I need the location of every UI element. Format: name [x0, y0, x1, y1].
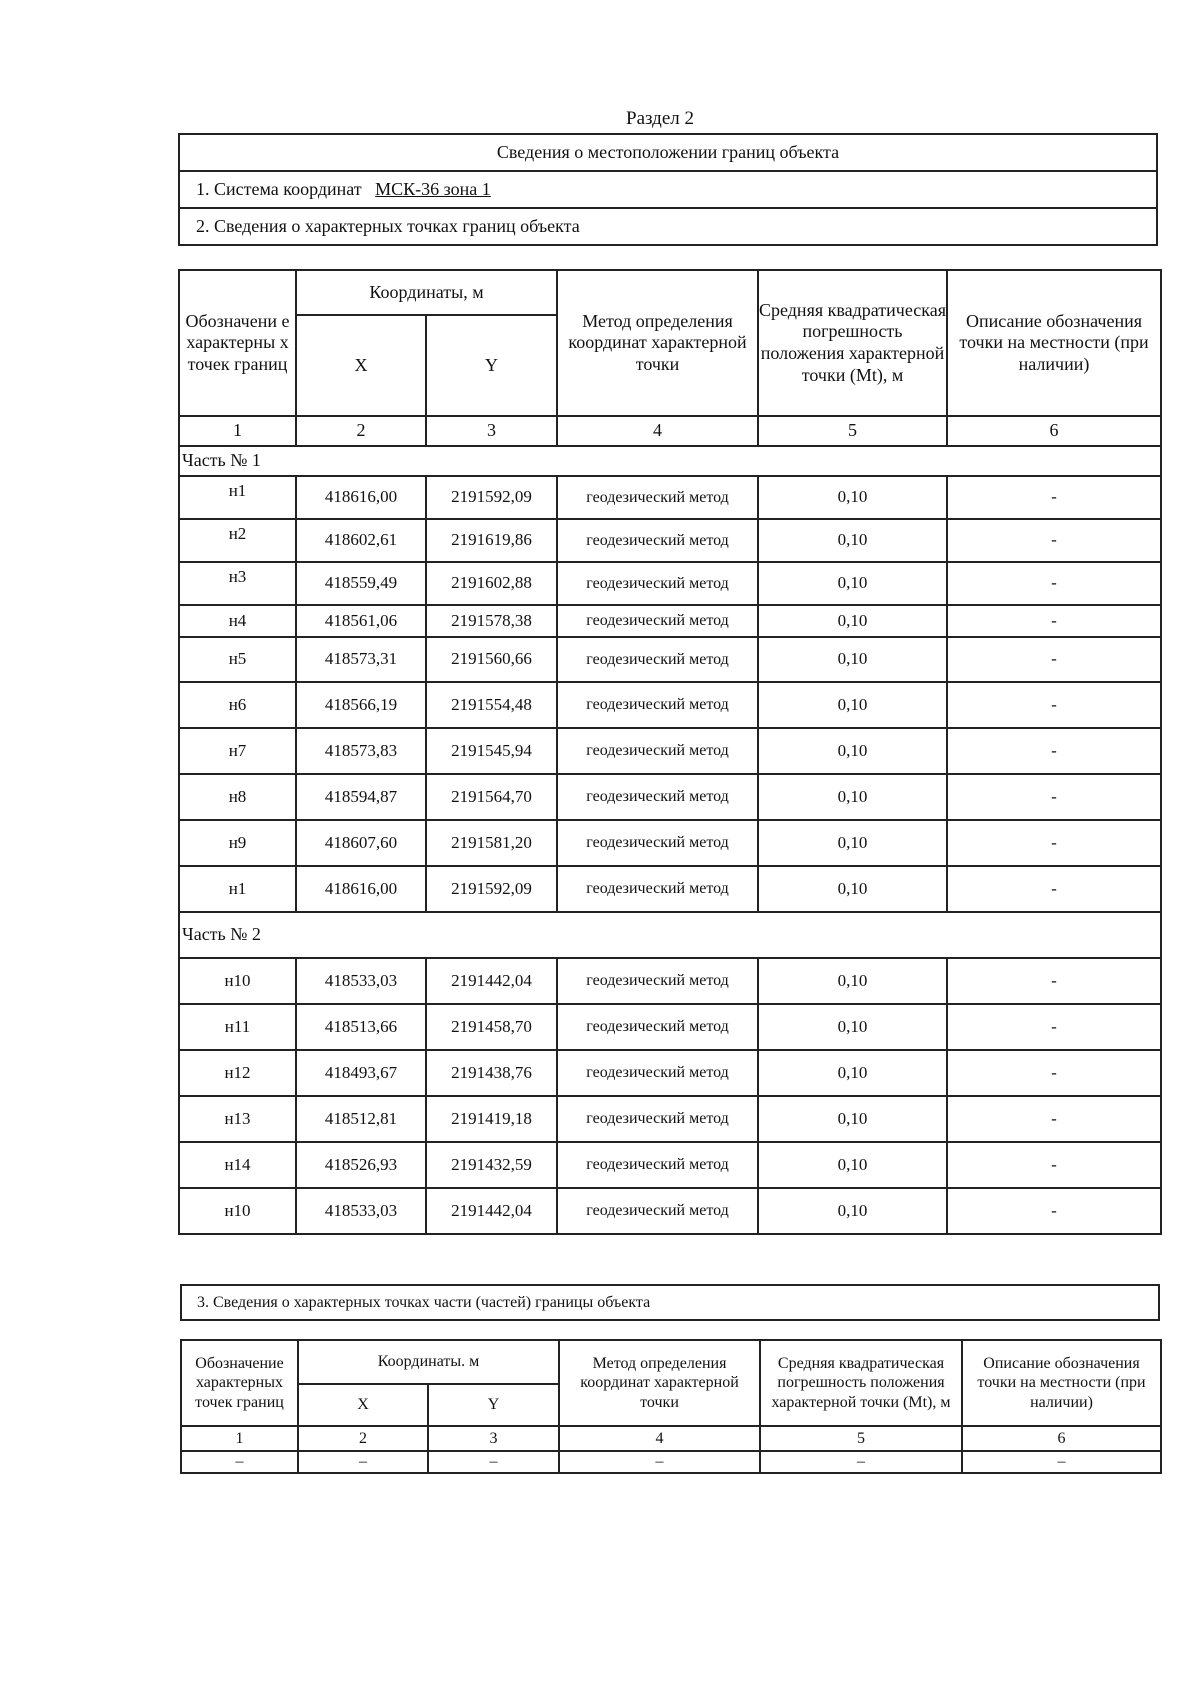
point-description: -: [947, 820, 1161, 866]
point-name: н4: [179, 605, 296, 637]
empty-cell: –: [298, 1451, 428, 1473]
col-point-header: Обозначени е характерны х точек границ: [179, 270, 296, 416]
y-coordinate: 2191564,70: [426, 774, 557, 820]
table-row: [179, 958, 1161, 1004]
coordinate-system-row: [179, 171, 1157, 208]
x-coordinate: 418573,31: [296, 637, 426, 682]
x-coordinate: 418607,60: [296, 820, 426, 866]
table-row: [179, 1142, 1161, 1188]
x-coordinate: 418512,81: [296, 1096, 426, 1142]
mean-square-error: 0,10: [758, 637, 947, 682]
point-description: -: [947, 1142, 1161, 1188]
col-coords-header: Координаты. м: [298, 1340, 559, 1384]
table-row: [179, 637, 1161, 682]
point-description: -: [947, 728, 1161, 774]
col-x-header: X: [298, 1384, 428, 1426]
col-method-header: Метод определения координат характерной точки: [559, 1340, 760, 1426]
mean-square-error: 0,10: [758, 1050, 947, 1096]
col-number: 2: [298, 1426, 428, 1451]
point-name: н3: [179, 562, 296, 605]
x-coordinate: 418533,03: [296, 1188, 426, 1234]
table-row: [179, 682, 1161, 728]
y-coordinate: 2191458,70: [426, 1004, 557, 1050]
point-description: -: [947, 605, 1161, 637]
mean-square-error: 0,10: [758, 820, 947, 866]
point-name: н2: [179, 519, 296, 562]
col-y-header: Y: [428, 1384, 559, 1426]
point-name: н8: [179, 774, 296, 820]
y-coordinate: 2191560,66: [426, 637, 557, 682]
col-number: 1: [181, 1426, 298, 1451]
point-description: -: [947, 1188, 1161, 1234]
mean-square-error: 0,10: [758, 519, 947, 562]
method: геодезический метод: [557, 476, 758, 519]
empty-cell: –: [962, 1451, 1161, 1473]
col-number: 3: [426, 416, 557, 446]
point-name: н14: [179, 1142, 296, 1188]
point-description: -: [947, 958, 1161, 1004]
mean-square-error: 0,10: [758, 1096, 947, 1142]
point-name: н5: [179, 637, 296, 682]
point-name: н10: [179, 1188, 296, 1234]
point-name: н10: [179, 958, 296, 1004]
x-coordinate: 418513,66: [296, 1004, 426, 1050]
point-name: н7: [179, 728, 296, 774]
col-coords-header: Координаты, м: [296, 270, 557, 315]
method: геодезический метод: [557, 682, 758, 728]
col-x-header: X: [296, 315, 426, 416]
part-boundary-points-table: [180, 1339, 1162, 1474]
y-coordinate: 2191419,18: [426, 1096, 557, 1142]
y-coordinate: 2191578,38: [426, 605, 557, 637]
mean-square-error: 0,10: [758, 728, 947, 774]
point-name: н9: [179, 820, 296, 866]
x-coordinate: 418573,83: [296, 728, 426, 774]
col-number: 4: [559, 1426, 760, 1451]
empty-cell: –: [181, 1451, 298, 1473]
table-row: [179, 1188, 1161, 1234]
x-coordinate: 418493,67: [296, 1050, 426, 1096]
part-boundary-section: [180, 1284, 1160, 1321]
col-point-header: Обозначение характерных точек границ: [181, 1340, 298, 1426]
col-desc-header: Описание обозначения точки на местности (при наличии): [962, 1340, 1161, 1426]
col-number: 6: [947, 416, 1161, 446]
col-error-header: Средняя квадратическая погрешность положения характерной точки (Mt), м: [760, 1340, 962, 1426]
mean-square-error: 0,10: [758, 1004, 947, 1050]
point-description: -: [947, 774, 1161, 820]
col-desc-header: Описание обозначения точки на местности (при наличии): [947, 270, 1161, 416]
point-description: -: [947, 682, 1161, 728]
method: геодезический метод: [557, 820, 758, 866]
table-row: [179, 774, 1161, 820]
method: геодезический метод: [557, 637, 758, 682]
mean-square-error: 0,10: [758, 958, 947, 1004]
method: геодезический метод: [557, 1142, 758, 1188]
method: геодезический метод: [557, 1050, 758, 1096]
table-row: [179, 866, 1161, 912]
col-number: 2: [296, 416, 426, 446]
mean-square-error: 0,10: [758, 866, 947, 912]
method: геодезический метод: [557, 1096, 758, 1142]
mean-square-error: 0,10: [758, 605, 947, 637]
part-row: [179, 912, 1161, 958]
table-row: [179, 1096, 1161, 1142]
boundary-points-table: [178, 269, 1162, 1235]
table-row: [179, 1004, 1161, 1050]
x-coordinate: 418566,19: [296, 682, 426, 728]
x-coordinate: 418602,61: [296, 519, 426, 562]
point-description: -: [947, 866, 1161, 912]
point-description: -: [947, 637, 1161, 682]
col-method-header: Метод определения координат характерной точки: [557, 270, 758, 416]
method: геодезический метод: [557, 958, 758, 1004]
mean-square-error: 0,10: [758, 562, 947, 605]
table-row: [179, 476, 1161, 519]
point-name: н1: [179, 476, 296, 519]
empty-cell: –: [559, 1451, 760, 1473]
y-coordinate: 2191545,94: [426, 728, 557, 774]
x-coordinate: 418616,00: [296, 866, 426, 912]
empty-cell: –: [760, 1451, 962, 1473]
point-name: н6: [179, 682, 296, 728]
y-coordinate: 2191581,20: [426, 820, 557, 866]
table-row: [179, 728, 1161, 774]
y-coordinate: 2191592,09: [426, 476, 557, 519]
point-description: -: [947, 1004, 1161, 1050]
col-error-header: Средняя квадратическая погрешность положения характерной точки (Mt), м: [758, 270, 947, 416]
y-coordinate: 2191438,76: [426, 1050, 557, 1096]
coordinate-system-label: 1. Система координат: [196, 178, 362, 199]
coordinate-system-value: МСК-36 зона 1: [375, 178, 491, 199]
mean-square-error: 0,10: [758, 476, 947, 519]
y-coordinate: 2191602,88: [426, 562, 557, 605]
point-description: -: [947, 519, 1161, 562]
object-boundary-header: [178, 133, 1158, 246]
mean-square-error: 0,10: [758, 682, 947, 728]
table-row: [179, 1050, 1161, 1096]
x-coordinate: 418526,93: [296, 1142, 426, 1188]
section3-title: 3. Сведения о характерных точках части (частей) границы объекта: [181, 1285, 1159, 1320]
col-y-header: Y: [426, 315, 557, 416]
table-row: [179, 605, 1161, 637]
method: геодезический метод: [557, 774, 758, 820]
method: геодезический метод: [557, 605, 758, 637]
method: геодезический метод: [557, 1188, 758, 1234]
mean-square-error: 0,10: [758, 1142, 947, 1188]
point-description: -: [947, 476, 1161, 519]
point-name: н11: [179, 1004, 296, 1050]
part-row: [179, 446, 1161, 476]
mean-square-error: 0,10: [758, 774, 947, 820]
col-number: 6: [962, 1426, 1161, 1451]
x-coordinate: 418561,06: [296, 605, 426, 637]
col-number: 4: [557, 416, 758, 446]
point-description: -: [947, 1050, 1161, 1096]
table-row: [179, 519, 1161, 562]
point-name: н1: [179, 866, 296, 912]
col-number: 1: [179, 416, 296, 446]
y-coordinate: 2191432,59: [426, 1142, 557, 1188]
method: геодезический метод: [557, 1004, 758, 1050]
method: геодезический метод: [557, 728, 758, 774]
header-title: Сведения о местоположении границ объекта: [179, 134, 1157, 171]
y-coordinate: 2191592,09: [426, 866, 557, 912]
col-number: 3: [428, 1426, 559, 1451]
table-row: [179, 820, 1161, 866]
point-description: -: [947, 562, 1161, 605]
table-row: [179, 562, 1161, 605]
x-coordinate: 418594,87: [296, 774, 426, 820]
point-description: -: [947, 1096, 1161, 1142]
point-name: н13: [179, 1096, 296, 1142]
method: геодезический метод: [557, 562, 758, 605]
part-label: Часть № 2: [179, 912, 1161, 958]
part-label: Часть № 1: [179, 446, 1161, 476]
method: геодезический метод: [557, 519, 758, 562]
points-section-title: 2. Сведения о характерных точках границ объекта: [179, 208, 1157, 245]
empty-cell: –: [428, 1451, 559, 1473]
x-coordinate: 418533,03: [296, 958, 426, 1004]
y-coordinate: 2191442,04: [426, 1188, 557, 1234]
col-number: 5: [758, 416, 947, 446]
point-name: н12: [179, 1050, 296, 1096]
method: геодезический метод: [557, 866, 758, 912]
x-coordinate: 418616,00: [296, 476, 426, 519]
y-coordinate: 2191442,04: [426, 958, 557, 1004]
col-number: 5: [760, 1426, 962, 1451]
section-title: Раздел 2: [626, 108, 694, 129]
x-coordinate: 418559,49: [296, 562, 426, 605]
y-coordinate: 2191554,48: [426, 682, 557, 728]
y-coordinate: 2191619,86: [426, 519, 557, 562]
mean-square-error: 0,10: [758, 1188, 947, 1234]
